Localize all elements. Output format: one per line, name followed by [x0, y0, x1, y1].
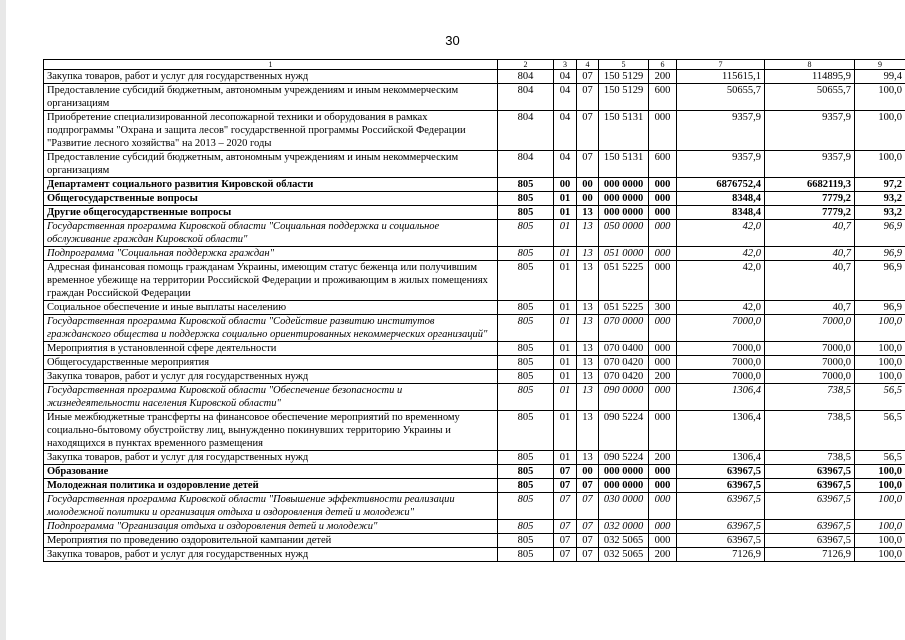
cell-ministry: 804 [498, 70, 554, 84]
cell-executed: 114895,9 [765, 70, 855, 84]
row-name-cell: Образование [44, 465, 498, 479]
cell-ministry: 805 [498, 206, 554, 220]
cell-section: 01 [554, 370, 577, 384]
cell-target-article: 051 5225 [599, 261, 649, 301]
cell-expense-type: 000 [649, 411, 677, 451]
cell-executed: 7000,0 [765, 356, 855, 370]
cell-subsection: 13 [577, 301, 599, 315]
cell-section: 07 [554, 479, 577, 493]
table-row [44, 370, 905, 384]
cell-executed: 63967,5 [765, 493, 855, 520]
cell-target-article: 150 5129 [599, 70, 649, 84]
cell-target-article: 051 0000 [599, 247, 649, 261]
cell-planned: 42,0 [677, 220, 765, 247]
cell-subsection: 07 [577, 520, 599, 534]
cell-subsection: 13 [577, 384, 599, 411]
cell-subsection: 07 [577, 151, 599, 178]
cell-expense-type: 000 [649, 192, 677, 206]
budget-table [43, 59, 905, 562]
cell-executed: 7000,0 [765, 342, 855, 356]
cell-subsection: 00 [577, 465, 599, 479]
cell-section: 01 [554, 411, 577, 451]
cell-planned: 7000,0 [677, 370, 765, 384]
cell-planned: 6876752,4 [677, 178, 765, 192]
cell-target-article: 150 5129 [599, 84, 649, 111]
cell-ministry: 805 [498, 534, 554, 548]
cell-ministry: 805 [498, 370, 554, 384]
cell-executed: 63967,5 [765, 465, 855, 479]
cell-expense-type: 000 [649, 479, 677, 493]
cell-percent: 96,9 [855, 261, 905, 301]
cell-planned: 7126,9 [677, 548, 765, 562]
row-name-cell: Общегосударственные вопросы [44, 192, 498, 206]
cell-executed: 7000,0 [765, 370, 855, 384]
cell-target-article: 070 0420 [599, 370, 649, 384]
cell-ministry: 805 [498, 301, 554, 315]
cell-executed: 738,5 [765, 411, 855, 451]
cell-target-article: 070 0000 [599, 315, 649, 342]
table-row [44, 548, 905, 562]
cell-ministry: 805 [498, 247, 554, 261]
cell-expense-type: 000 [649, 520, 677, 534]
cell-expense-type: 000 [649, 315, 677, 342]
cell-executed: 738,5 [765, 384, 855, 411]
cell-ministry: 805 [498, 178, 554, 192]
cell-ministry: 805 [498, 356, 554, 370]
column-header: 5 [599, 60, 649, 70]
cell-section: 01 [554, 206, 577, 220]
cell-planned: 1306,4 [677, 451, 765, 465]
cell-planned: 63967,5 [677, 479, 765, 493]
table-row [44, 451, 905, 465]
cell-ministry: 805 [498, 520, 554, 534]
cell-target-article: 070 0400 [599, 342, 649, 356]
cell-planned: 7000,0 [677, 315, 765, 342]
row-name-cell: Государственная программа Кировской области "Социальная поддержка и социальное обслуживание граждан Кировской области" [44, 220, 498, 247]
table-row [44, 192, 905, 206]
cell-executed: 7779,2 [765, 206, 855, 220]
cell-percent: 100,0 [855, 315, 905, 342]
row-name-cell: Закупка товаров, работ и услуг для государственных нужд [44, 370, 498, 384]
cell-ministry: 805 [498, 479, 554, 493]
cell-target-article: 090 0000 [599, 384, 649, 411]
cell-subsection: 07 [577, 84, 599, 111]
cell-expense-type: 000 [649, 261, 677, 301]
cell-section: 01 [554, 356, 577, 370]
cell-section: 07 [554, 520, 577, 534]
row-name-cell: Государственная программа Кировской области "Содействие развитию институтов гражданского общества и поддержка социально ориентированных некоммерческих организаций" [44, 315, 498, 342]
cell-section: 01 [554, 384, 577, 411]
row-name-cell: Подпрограмма "Социальная поддержка граждан" [44, 247, 498, 261]
cell-percent: 100,0 [855, 493, 905, 520]
column-header: 4 [577, 60, 599, 70]
table-row [44, 301, 905, 315]
cell-subsection: 13 [577, 451, 599, 465]
table-row [44, 520, 905, 534]
cell-ministry: 805 [498, 342, 554, 356]
row-name-cell: Государственная программа Кировской области "Обеспечение безопасности и жизнедеятельности населения Кировской области" [44, 384, 498, 411]
cell-executed: 7000,0 [765, 315, 855, 342]
row-name-cell: Предоставление субсидий бюджетным, автономным учреждениям и иным некоммерческим организациям [44, 84, 498, 111]
row-name-cell: Предоставление субсидий бюджетным, автономным учреждениям и иным некоммерческим организациям [44, 151, 498, 178]
cell-planned: 7000,0 [677, 342, 765, 356]
cell-ministry: 805 [498, 315, 554, 342]
row-name-cell: Адресная финансовая помощь гражданам Украины, имеющим статус беженца или получившим временное убежище на территории Российской Федерации и проживающим в жилых помещениях граждан Российской Федерации [44, 261, 498, 301]
cell-ministry: 804 [498, 151, 554, 178]
cell-target-article: 070 0420 [599, 356, 649, 370]
cell-percent: 93,2 [855, 206, 905, 220]
cell-percent: 99,4 [855, 70, 905, 84]
row-name-cell: Другие общегосударственные вопросы [44, 206, 498, 220]
column-header: 1 [44, 60, 498, 70]
row-name-cell: Общегосударственные мероприятия [44, 356, 498, 370]
cell-subsection: 13 [577, 356, 599, 370]
cell-subsection: 07 [577, 111, 599, 151]
cell-ministry: 805 [498, 220, 554, 247]
cell-subsection: 13 [577, 370, 599, 384]
row-name-cell: Мероприятия по проведению оздоровительной кампании детей [44, 534, 498, 548]
table-row [44, 342, 905, 356]
table-row [44, 493, 905, 520]
cell-ministry: 804 [498, 84, 554, 111]
cell-section: 07 [554, 493, 577, 520]
cell-planned: 9357,9 [677, 111, 765, 151]
cell-section: 01 [554, 451, 577, 465]
cell-target-article: 090 5224 [599, 451, 649, 465]
cell-section: 04 [554, 151, 577, 178]
cell-executed: 7126,9 [765, 548, 855, 562]
cell-executed: 9357,9 [765, 111, 855, 151]
cell-target-article: 030 0000 [599, 493, 649, 520]
table-row [44, 206, 905, 220]
cell-subsection: 07 [577, 493, 599, 520]
table-row [44, 247, 905, 261]
cell-expense-type: 000 [649, 384, 677, 411]
column-header: 3 [554, 60, 577, 70]
column-header: 2 [498, 60, 554, 70]
column-header: 6 [649, 60, 677, 70]
cell-expense-type: 000 [649, 178, 677, 192]
cell-section: 04 [554, 70, 577, 84]
cell-section: 01 [554, 247, 577, 261]
cell-planned: 63967,5 [677, 534, 765, 548]
cell-executed: 40,7 [765, 301, 855, 315]
cell-planned: 9357,9 [677, 151, 765, 178]
cell-executed: 63967,5 [765, 479, 855, 493]
cell-subsection: 13 [577, 261, 599, 301]
cell-expense-type: 600 [649, 151, 677, 178]
cell-planned: 42,0 [677, 261, 765, 301]
cell-executed: 63967,5 [765, 520, 855, 534]
cell-percent: 100,0 [855, 151, 905, 178]
page-number: 30 [445, 33, 460, 48]
row-name-cell: Иные межбюджетные трансферты на финансовое обеспечение мероприятий по временному социально-бытовому обустройству лиц, вынужденно покинувших территорию Украины и находящихся в пунктах временного размещения [44, 411, 498, 451]
row-name-cell: Подпрограмма "Организация отдыха и оздоровления детей и молодежи" [44, 520, 498, 534]
cell-executed: 738,5 [765, 451, 855, 465]
table-row [44, 534, 905, 548]
cell-target-article: 050 0000 [599, 220, 649, 247]
cell-expense-type: 300 [649, 301, 677, 315]
cell-percent: 56,5 [855, 384, 905, 411]
cell-planned: 63967,5 [677, 465, 765, 479]
table-row [44, 220, 905, 247]
cell-section: 01 [554, 315, 577, 342]
table-row [44, 465, 905, 479]
cell-ministry: 805 [498, 493, 554, 520]
cell-subsection: 13 [577, 220, 599, 247]
cell-planned: 8348,4 [677, 206, 765, 220]
cell-ministry: 805 [498, 411, 554, 451]
cell-subsection: 07 [577, 534, 599, 548]
cell-ministry: 804 [498, 111, 554, 151]
table-row [44, 356, 905, 370]
cell-subsection: 07 [577, 548, 599, 562]
cell-target-article: 051 5225 [599, 301, 649, 315]
cell-planned: 115615,1 [677, 70, 765, 84]
cell-subsection: 13 [577, 411, 599, 451]
cell-section: 01 [554, 192, 577, 206]
cell-expense-type: 000 [649, 220, 677, 247]
cell-target-article: 032 5065 [599, 534, 649, 548]
cell-section: 04 [554, 84, 577, 111]
cell-percent: 100,0 [855, 520, 905, 534]
cell-expense-type: 000 [649, 534, 677, 548]
cell-percent: 100,0 [855, 370, 905, 384]
cell-percent: 100,0 [855, 111, 905, 151]
cell-executed: 7779,2 [765, 192, 855, 206]
table-row [44, 479, 905, 493]
cell-planned: 8348,4 [677, 192, 765, 206]
cell-expense-type: 000 [649, 465, 677, 479]
cell-section: 01 [554, 261, 577, 301]
cell-planned: 42,0 [677, 247, 765, 261]
cell-ministry: 805 [498, 261, 554, 301]
column-header: 7 [677, 60, 765, 70]
cell-target-article: 000 0000 [599, 206, 649, 220]
cell-planned: 63967,5 [677, 493, 765, 520]
cell-expense-type: 200 [649, 451, 677, 465]
cell-subsection: 00 [577, 192, 599, 206]
cell-planned: 1306,4 [677, 411, 765, 451]
cell-percent: 97,2 [855, 178, 905, 192]
cell-percent: 96,9 [855, 220, 905, 247]
cell-executed: 50655,7 [765, 84, 855, 111]
row-name-cell: Мероприятия в установленной сфере деятельности [44, 342, 498, 356]
cell-target-article: 032 0000 [599, 520, 649, 534]
cell-target-article: 090 5224 [599, 411, 649, 451]
column-header: 9 [855, 60, 905, 70]
cell-ministry: 805 [498, 548, 554, 562]
row-name-cell: Государственная программа Кировской области "Повышение эффективности реализации молодежной политики и организация отдыха и оздоровления детей и молодежи" [44, 493, 498, 520]
cell-section: 07 [554, 534, 577, 548]
cell-section: 04 [554, 111, 577, 151]
column-header: 8 [765, 60, 855, 70]
cell-percent: 56,5 [855, 451, 905, 465]
cell-subsection: 00 [577, 178, 599, 192]
cell-expense-type: 200 [649, 548, 677, 562]
cell-subsection: 07 [577, 479, 599, 493]
cell-section: 07 [554, 548, 577, 562]
cell-percent: 100,0 [855, 479, 905, 493]
cell-ministry: 805 [498, 465, 554, 479]
row-name-cell: Молодежная политика и оздоровление детей [44, 479, 498, 493]
cell-percent: 100,0 [855, 548, 905, 562]
cell-percent: 100,0 [855, 84, 905, 111]
cell-target-article: 000 0000 [599, 178, 649, 192]
cell-section: 01 [554, 220, 577, 247]
cell-executed: 63967,5 [765, 534, 855, 548]
cell-executed: 9357,9 [765, 151, 855, 178]
cell-percent: 96,9 [855, 301, 905, 315]
cell-percent: 100,0 [855, 342, 905, 356]
cell-percent: 96,9 [855, 247, 905, 261]
cell-expense-type: 000 [649, 247, 677, 261]
row-name-cell: Социальное обеспечение и иные выплаты населению [44, 301, 498, 315]
cell-planned: 42,0 [677, 301, 765, 315]
cell-executed: 6682119,3 [765, 178, 855, 192]
row-name-cell: Закупка товаров, работ и услуг для государственных нужд [44, 451, 498, 465]
cell-percent: 93,2 [855, 192, 905, 206]
cell-planned: 1306,4 [677, 384, 765, 411]
cell-target-article: 000 0000 [599, 465, 649, 479]
row-name-cell: Приобретение специализированной лесопожарной техники и оборудования в рамках подпрограммы "Охрана и защита лесов" государственной программы Российской Федерации "Развитие лесного хозяйства" на 2013 – 2020 годы [44, 111, 498, 151]
cell-ministry: 805 [498, 384, 554, 411]
cell-target-article: 032 5065 [599, 548, 649, 562]
cell-expense-type: 200 [649, 70, 677, 84]
row-name-cell: Закупка товаров, работ и услуг для государственных нужд [44, 548, 498, 562]
cell-target-article: 150 5131 [599, 151, 649, 178]
cell-subsection: 13 [577, 315, 599, 342]
cell-target-article: 150 5131 [599, 111, 649, 151]
table-row [44, 411, 905, 451]
cell-percent: 100,0 [855, 465, 905, 479]
cell-expense-type: 200 [649, 370, 677, 384]
cell-section: 01 [554, 301, 577, 315]
cell-subsection: 13 [577, 206, 599, 220]
cell-expense-type: 000 [649, 342, 677, 356]
cell-executed: 40,7 [765, 261, 855, 301]
cell-executed: 40,7 [765, 247, 855, 261]
cell-expense-type: 000 [649, 493, 677, 520]
cell-subsection: 13 [577, 342, 599, 356]
cell-percent: 56,5 [855, 411, 905, 451]
cell-section: 07 [554, 465, 577, 479]
table-row [44, 384, 905, 411]
cell-target-article: 000 0000 [599, 192, 649, 206]
cell-target-article: 000 0000 [599, 479, 649, 493]
cell-subsection: 07 [577, 70, 599, 84]
table-row [44, 70, 905, 84]
cell-percent: 100,0 [855, 356, 905, 370]
cell-planned: 63967,5 [677, 520, 765, 534]
cell-expense-type: 000 [649, 111, 677, 151]
row-name-cell: Закупка товаров, работ и услуг для государственных нужд [44, 70, 498, 84]
table-row [44, 84, 905, 111]
cell-executed: 40,7 [765, 220, 855, 247]
scan-edge [0, 0, 6, 640]
table-header-row [44, 60, 905, 70]
cell-subsection: 13 [577, 247, 599, 261]
cell-ministry: 805 [498, 451, 554, 465]
table-row [44, 178, 905, 192]
cell-expense-type: 000 [649, 206, 677, 220]
cell-planned: 7000,0 [677, 356, 765, 370]
table-row [44, 111, 905, 151]
table-row [44, 261, 905, 301]
cell-ministry: 805 [498, 192, 554, 206]
cell-section: 01 [554, 342, 577, 356]
table-row [44, 315, 905, 342]
cell-section: 00 [554, 178, 577, 192]
cell-planned: 50655,7 [677, 84, 765, 111]
table-row [44, 151, 905, 178]
row-name-cell: Департамент социального развития Кировской области [44, 178, 498, 192]
cell-expense-type: 000 [649, 356, 677, 370]
cell-expense-type: 600 [649, 84, 677, 111]
cell-percent: 100,0 [855, 534, 905, 548]
